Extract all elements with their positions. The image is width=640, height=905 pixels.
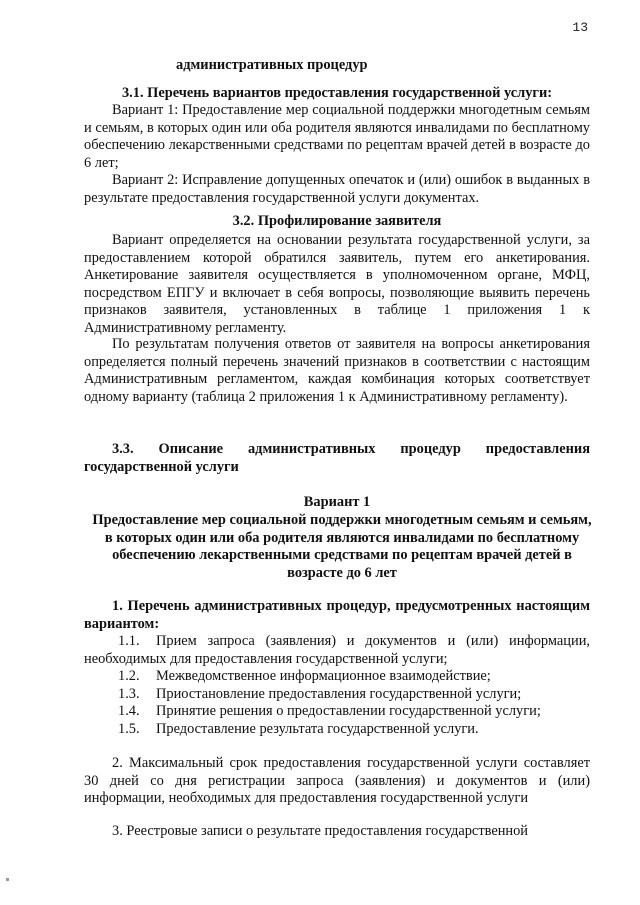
section-3-2-title: 3.2. Профилирование заявителя: [232, 213, 442, 229]
list-item: [84, 668, 590, 686]
profiling-paragraph-1: Вариант определяется на основании результата государственной услуги, за предоставлением которой обратился заявитель, путем его анкетирования. Анкетирование заявителя осуществляется в уполномоченном органе, МФЦ, посредством ЕПГУ и включает в себя вопросы, позволяющие выявить перечень признаков заявителя, установленных в таблице 1 приложения 1 к Административному регламенту.: [84, 232, 590, 336]
list-item-text: Межведомственное информационное взаимодействие;: [156, 668, 491, 684]
section-3-3-title: 3.3. Описание административных процедур предоставления государственной услуги: [84, 441, 590, 475]
procedures-list-heading: 1. Перечень административных процедур, предусмотренных настоящим вариантом:: [84, 598, 590, 632]
list-item-text: Прием запроса (заявления) и документов и (или) информации, необходимых для предоставления государственной услуги;: [84, 633, 590, 667]
list-item-number: 1.4.: [118, 703, 140, 719]
list-item: [84, 633, 590, 668]
list-item-number: 1.3.: [118, 686, 140, 702]
section-heading-continued: административных процедур: [176, 57, 368, 73]
variant-title: Вариант 1: [303, 494, 371, 510]
page-number: 13: [572, 20, 588, 35]
registry-records-paragraph: 3. Реестровые записи о результате предоставления государственной: [112, 823, 529, 839]
variant-subtitle: Предоставление мер социальной поддержки многодетным семьям и семьям, в которых один или оба родителя являются инвалидами по бесплатному обеспечению лекарственными средствами по рецептам врачей детей в возрасте до 6 лет: [92, 512, 592, 581]
section-3-1-title: 3.1. Перечень вариантов предоставления государственной услуги:: [121, 85, 553, 101]
list-item-number: 1.5.: [118, 721, 140, 737]
list-item-number: 1.2.: [118, 668, 140, 684]
scan-mark: [6, 878, 9, 881]
variant-1-paragraph: Вариант 1: Предоставление мер социальной поддержки многодетным семьям и семьям, в которых один или оба родителя являются инвалидами по бесплатному обеспечению лекарственными средствами по рецептам врачей детей в возрасте до 6 лет;: [84, 102, 590, 171]
service-term-paragraph: 2. Максимальный срок предоставления государственной услуги составляет 30 дней со дня регистрации запроса (заявления) и документов и (или) информации, необходимых для предоставления государственной услуги: [84, 755, 590, 807]
variant-2-paragraph: Вариант 2: Исправление допущенных опечаток и (или) ошибок в выданных в результате предоставления государственной услуги документах.: [84, 172, 590, 206]
list-item: [84, 721, 590, 739]
profiling-paragraph-2: По результатам получения ответов от заявителя на вопросы анкетирования определяется полный перечень значений признаков в соответствии с настоящим Административным регламентом, каждая комбинация которых соответствует одному варианту (таблица 2 приложения 1 к Административному регламенту).: [84, 336, 590, 405]
list-item: [84, 703, 590, 721]
list-item-text: Предоставление результата государственной услуги.: [156, 721, 479, 737]
list-item-text: Принятие решения о предоставлении государственной услуги;: [156, 703, 541, 719]
list-item-text: Приостановление предоставления государственной услуги;: [156, 686, 522, 702]
list-item: [84, 686, 590, 704]
list-item-number: 1.1.: [118, 633, 140, 649]
